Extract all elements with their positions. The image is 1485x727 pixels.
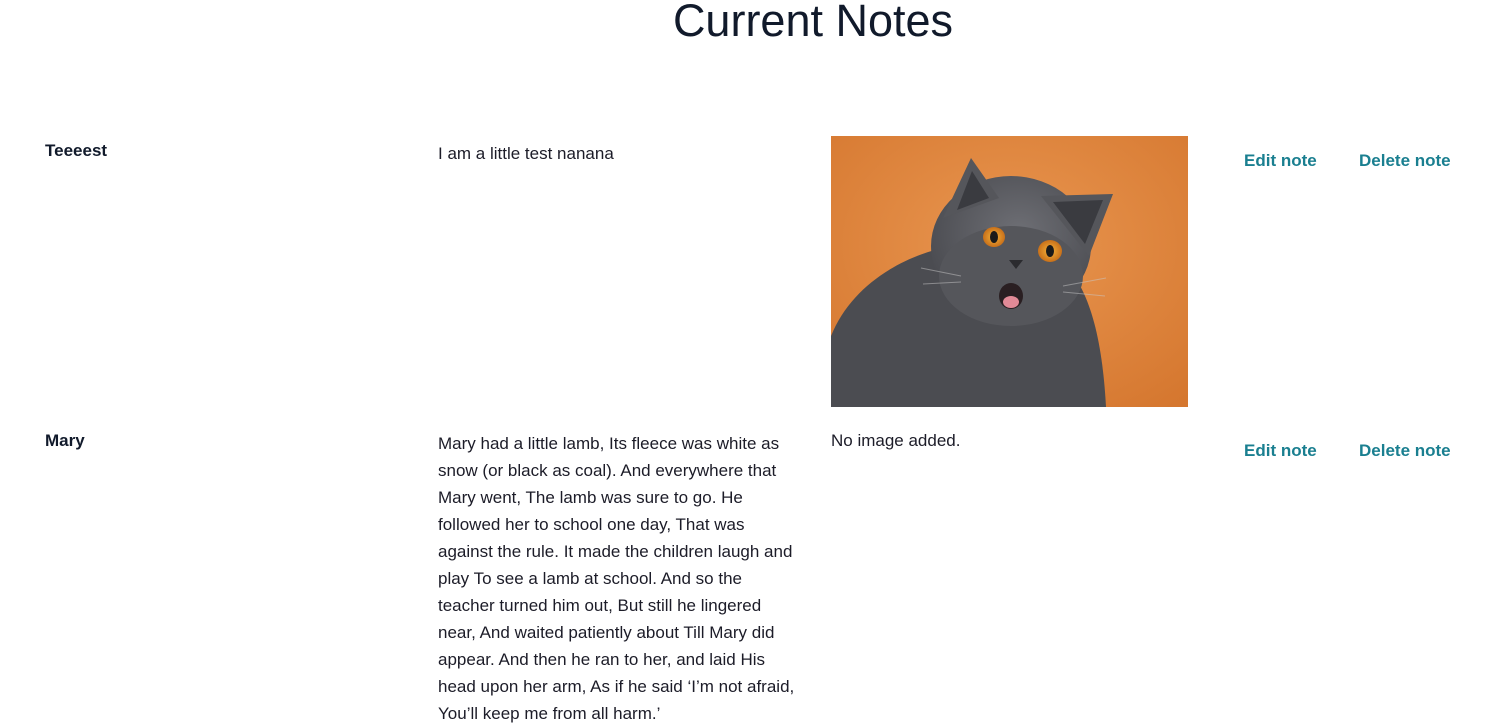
note-image: [831, 136, 1188, 407]
edit-note-link[interactable]: Edit note: [1244, 441, 1317, 460]
note-row: [0, 426, 1485, 727]
note-body: I am a little test nanana: [438, 144, 614, 163]
note-row: [0, 136, 1485, 408]
note-title: Mary: [45, 431, 85, 450]
cat-photo: [831, 136, 1188, 407]
page-title: Current Notes: [672, 0, 954, 46]
note-body: Mary had a little lamb, Its fleece was white as snow (or black as coal). And everywhere that Mary went, The lamb was sure to go. He followed her to school one day, That was against the rule. It made the children laugh and play To see a lamb at school. And so the teacher turned him out, But still he lingered near, And waited patiently about Till Mary did appear. And then he ran to her, and laid His head upon her arm, As if he said ‘I’m not afraid, You’ll keep me from all harm.’: [438, 434, 795, 723]
note-title: Teeeest: [45, 141, 108, 160]
delete-note-link[interactable]: Delete note: [1359, 441, 1451, 460]
delete-note-link[interactable]: Delete note: [1359, 151, 1451, 170]
no-image-text: No image added.: [831, 431, 961, 450]
edit-note-link[interactable]: Edit note: [1244, 151, 1317, 170]
